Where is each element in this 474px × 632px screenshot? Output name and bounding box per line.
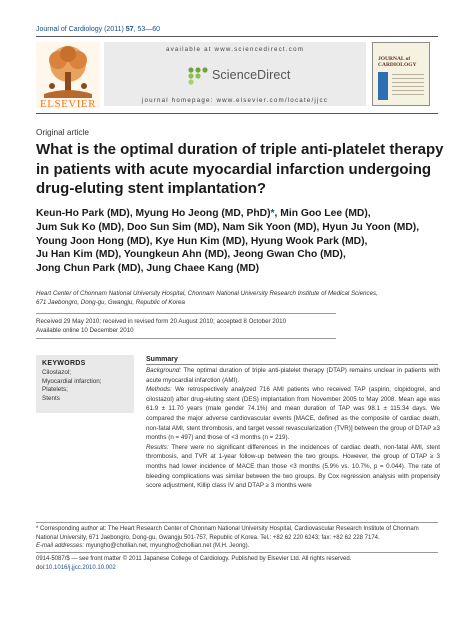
- author-line: [36, 207, 446, 221]
- abstract-label: Results:: [146, 443, 169, 451]
- keywords-list: [42, 369, 102, 403]
- abstract-text: There were no significant differences in the incidences of cardiac death, non-fatal AMI, stent thrombosis, and TVR at 1-year follow-up between the two groups. However, the group of DTAP ≥ 3 months had lower incidence of MACE than those <3 months (5.9% vs. 10.7%, p = 0.044). The rate of bleeding complications was similar between the two groups. By Cox regression analysis with propensity score adjustment, Killip class IV and DTAP ≥ 3 months were: [146, 443, 440, 490]
- dates-rule-bottom: [36, 338, 336, 339]
- keyword-item: Stents: [42, 394, 60, 402]
- author-line: Jong Chun Park (MD), Jung Chaee Kang (MD): [36, 263, 260, 275]
- keyword-item: Myocardial infarction;: [42, 377, 102, 385]
- journal-cover-text-lines: [392, 74, 424, 98]
- copyright-block: [36, 555, 440, 572]
- author-list: [36, 207, 446, 276]
- abstract-label: Methods:: [146, 386, 172, 394]
- history-line: Received 29 May 2010; received in revised form 20 August 2010; accepted 8 October 2010: [36, 318, 287, 325]
- sciencedirect-wordmark: ScienceDirect: [212, 68, 291, 82]
- author-line: Jum Suk Ko (MD), Doo Sun Sim (MD), Nam Sik Yoon (MD), Hyun Ju Yoon (MD),: [36, 221, 420, 233]
- doi-label: doi:: [36, 564, 46, 571]
- journal-volume: 57: [125, 26, 134, 33]
- affiliation-line: Heart Center of Chonnam National University Hospital, Chonnam National University Research Institute of Medical Sciences,: [36, 290, 378, 297]
- summary-heading: Summary: [146, 356, 178, 363]
- history-line: Available online 10 December 2010: [36, 327, 134, 335]
- author-text: Keun-Ho Park (MD), Myung Ho Jeong (MD, PhD): [36, 208, 271, 219]
- article-history: [36, 317, 446, 335]
- author-line: Young Joon Hong (MD), Kye Hun Kim (MD), Hyung Wook Park (MD),: [36, 235, 368, 247]
- journal-name: Journal of Cardiology (2011): [36, 26, 124, 33]
- corresponding-author-link[interactable]: *: [270, 208, 275, 219]
- abstract-background: [146, 366, 440, 385]
- abstract-body: [146, 366, 440, 491]
- email-line: [36, 542, 440, 551]
- doi-line: [36, 564, 440, 573]
- abstract-label: Background:: [146, 367, 182, 374]
- author-line: Ju Han Kim (MD), Youngkeun Ahn (MD), Jeong Gwan Cho (MD),: [36, 249, 346, 261]
- abstract-text: We retrospectively analyzed 716 AMI patients who received TAP (aspirin, clopidogrel, and cilostazol) after drug-eluting stent (DES) implantation from November 2005 to May 2008. Mean age was 61.9 ± 11.70 years (male gender 74.1%) and mean duration of TAP was 98.1 ± 115.34 days. We compared the major adverse cardiovascular events [MACE, defined as the composite of cardiac death, non-fatal AMI, stent thrombosis, and target vessel revascularization (TVR)] between the group of DTAP ≥3 months (n = 497) and those of <3 months (n = 219).: [146, 386, 440, 442]
- corresponding-author-note: [36, 525, 440, 551]
- journal-pages: , 53—60: [133, 26, 161, 33]
- summary-rule: [146, 364, 438, 365]
- article-type: Original article: [36, 127, 90, 137]
- masthead-rule: [36, 113, 438, 114]
- journal-cover-band: [378, 72, 388, 100]
- abstract-text: The optimal duration of triple anti-platelet therapy (DTAP) remains unclear in patients with acute myocardial infarction (AMI).: [146, 367, 440, 384]
- journal-citation: [36, 26, 160, 33]
- available-at-text: available at www.sciencedirect.com: [165, 46, 305, 53]
- abstract-methods: [146, 385, 440, 443]
- copyright-line: 0914-5087/$ — see front matter © 2011 Japanese College of Cardiology. Published by Elsevier Ltd. All rights reserved.: [36, 556, 352, 562]
- keywords-heading: KEYWORDS: [42, 360, 86, 367]
- doi-link[interactable]: 10.1016/j.jjcc.2010.10.002: [45, 564, 116, 571]
- footnote-rule: [36, 522, 438, 523]
- header-rule: [36, 36, 438, 37]
- sciencedirect-icon: [186, 65, 210, 87]
- keyword-item: Platelets;: [42, 386, 68, 393]
- author-text: , Min Goo Lee (MD),: [274, 208, 371, 219]
- article-title: What is the optimal duration of triple anti-platelet therapy in patients with acute myocardial infarction undergoing drug-eluting stent implantation?: [36, 141, 444, 197]
- affiliation: [36, 289, 446, 307]
- email-addresses[interactable]: myungho@chollian.net, myungho@chollian.net (M.H. Jeong).: [84, 543, 250, 550]
- keyword-item: Cilostazol;: [42, 369, 72, 376]
- dates-rule-top: [36, 313, 336, 314]
- affiliation-line: 671 Jaebongro, Dong-gu, Gwangju, Republic of Korea: [36, 299, 185, 307]
- copyright-rule: [36, 552, 438, 553]
- abstract-results: [146, 443, 440, 491]
- corresponding-address: * Corresponding author at: The Heart Research Center of Chonnam National University Hospital, Cardiovascular Research Institute of Chonnam National University, 671 Jaebongro, Dong-gu, Gwangju 501-757, Republic of Korea. Tel.: +82 62 220 6243; fax: +82 62 228 7174.: [36, 526, 419, 541]
- journal-cover-title: JOURNAL of CARDIOLOGY: [378, 56, 417, 68]
- email-label: E-mail addresses:: [36, 543, 85, 550]
- elsevier-wordmark: ELSEVIER: [40, 98, 96, 110]
- journal-homepage-text: journal homepage: www.elsevier.com/locate/jjcc: [141, 97, 329, 104]
